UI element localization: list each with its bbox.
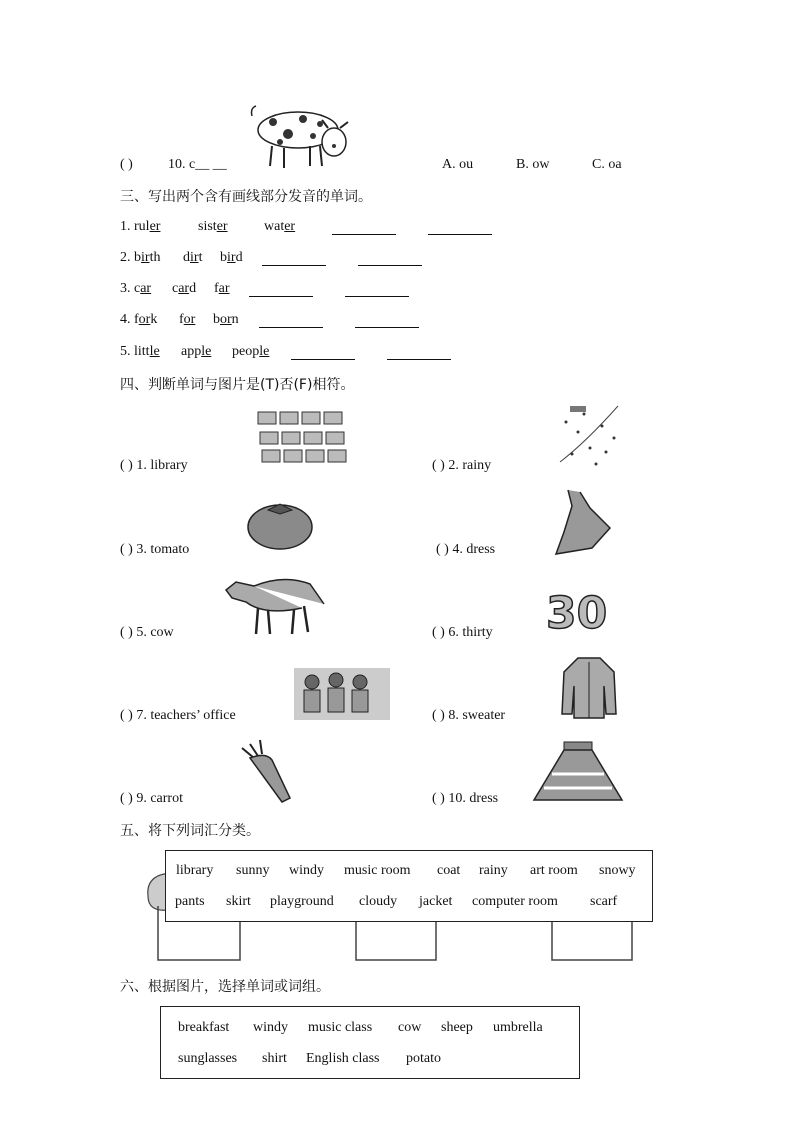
underlined-part: ir	[141, 250, 150, 265]
underlined-part: er	[216, 219, 228, 234]
word-part: c	[134, 281, 141, 296]
answer-paren[interactable]: ( )	[436, 542, 449, 557]
underlined-part: er	[149, 219, 161, 234]
item-label: 4. dress	[452, 542, 496, 557]
cow-picture	[248, 104, 352, 170]
underlined-part: ar	[140, 281, 152, 296]
word-chip: skirt	[226, 894, 251, 909]
answer-blank[interactable]	[358, 253, 422, 271]
number-thirty-picture	[544, 584, 608, 640]
sec3-row-4-word-2	[179, 312, 195, 328]
sec3-row-2-word-3	[220, 250, 243, 266]
q10-option-a: A. ou	[442, 157, 474, 172]
word-part: rul	[134, 219, 150, 234]
answer-paren[interactable]: ( )	[120, 458, 133, 473]
answer-blank[interactable]	[291, 347, 355, 365]
row-number: 2.	[120, 250, 131, 265]
svg-text:30: 30	[546, 588, 608, 639]
sec3-row-3-word-2	[172, 281, 196, 297]
answer-paren[interactable]: ( )	[120, 708, 133, 723]
item-label: 1. library	[136, 458, 188, 473]
word-part: b	[213, 312, 220, 327]
item-label: 7. teachers’ office	[136, 708, 236, 723]
word-chip: shirt	[262, 1051, 287, 1066]
sec4-item-10	[432, 791, 498, 807]
skirt-picture	[532, 740, 624, 804]
word-chip: art room	[530, 863, 578, 878]
word-part: b	[220, 250, 227, 265]
word-chip: sunny	[236, 863, 270, 878]
underlined-part: er	[284, 219, 296, 234]
word-chip: snowy	[599, 863, 636, 878]
answer-blank[interactable]	[259, 315, 323, 333]
word-part: k	[150, 312, 158, 327]
word-chip: rainy	[479, 863, 508, 878]
word-chip: cloudy	[359, 894, 398, 909]
underlined-part: ar	[218, 281, 230, 296]
underlined-part: or	[183, 312, 196, 327]
item-label: 3. tomato	[136, 542, 190, 557]
word-chip: computer room	[472, 894, 558, 909]
word-chip: library	[176, 863, 214, 878]
sec4-item-9	[120, 791, 183, 807]
word-part: sist	[198, 219, 217, 234]
underlined-part: le	[149, 344, 160, 359]
tomato-picture	[246, 500, 314, 550]
q10-option-c: C. oa	[592, 157, 622, 172]
sec3-row-2-word-2	[183, 250, 202, 266]
answer-blank[interactable]	[262, 253, 326, 271]
word-chip: English class	[306, 1051, 380, 1066]
word-chip: breakfast	[178, 1020, 230, 1035]
sec3-row-2	[120, 250, 160, 266]
sec4-item-5	[120, 625, 174, 641]
row-number: 1.	[120, 219, 131, 234]
answer-paren[interactable]: ( )	[120, 542, 133, 557]
section-5-title: 五、将下列词汇分类。	[120, 823, 260, 839]
answer-paren[interactable]: ( )	[432, 708, 445, 723]
section-3-title: 三、写出两个含有画线部分发音的单词。	[120, 189, 372, 205]
answer-blank[interactable]	[428, 222, 492, 240]
q10-paren: ( )	[120, 157, 133, 172]
sec4-item-4	[436, 542, 495, 558]
sec3-row-3-word-3	[214, 281, 230, 297]
sec4-item-6	[432, 625, 493, 641]
word-part: b	[134, 250, 141, 265]
word-part: litt	[134, 344, 150, 359]
sec5-word-box	[165, 850, 653, 922]
word-chip: windy	[253, 1020, 288, 1035]
q10-option-b: B. ow	[516, 157, 550, 172]
q10-blanks: __ __	[195, 157, 227, 172]
underlined-part: le	[259, 344, 270, 359]
word-part: th	[149, 250, 161, 265]
item-label: 6. thirty	[448, 625, 493, 640]
word-chip: coat	[437, 863, 461, 878]
word-part: n	[231, 312, 239, 327]
underlined-part: ir	[227, 250, 236, 265]
answer-paren[interactable]: ( )	[120, 791, 133, 806]
underlined-part: ar	[178, 281, 190, 296]
word-chip: jacket	[419, 894, 453, 909]
word-part: t	[198, 250, 203, 265]
sec4-item-7	[120, 708, 236, 724]
jacket-picture	[560, 652, 618, 722]
answer-paren[interactable]: ( )	[120, 625, 133, 640]
row-number: 3.	[120, 281, 131, 296]
section-4-title: 四、判断单词与图片是(T)否(F)相符。	[120, 377, 355, 393]
answer-paren[interactable]: ( )	[432, 458, 445, 473]
word-part: peop	[232, 344, 260, 359]
word-part: f	[134, 312, 139, 327]
word-part: d	[189, 281, 197, 296]
answer-paren[interactable]: ( )	[432, 791, 445, 806]
word-part: d	[235, 250, 243, 265]
answer-blank[interactable]	[345, 284, 409, 302]
q10-prefix: 10. c	[168, 157, 196, 172]
word-chip: cow	[398, 1020, 422, 1035]
sec3-row-3	[120, 281, 151, 297]
sec3-row-5	[120, 344, 160, 360]
word-chip: sheep	[441, 1020, 473, 1035]
word-chip: pants	[175, 894, 205, 909]
word-chip: music class	[308, 1020, 373, 1035]
item-label: 5. cow	[136, 625, 174, 640]
word-chip: umbrella	[493, 1020, 543, 1035]
sec3-row-4-word-3	[213, 312, 239, 328]
q10-prompt	[168, 157, 227, 173]
sec3-row-5-word-3	[232, 344, 269, 360]
sec4-item-2	[432, 458, 491, 474]
sec4-item-3	[120, 542, 189, 558]
sec4-item-8	[432, 708, 505, 724]
underlined-part: or	[138, 312, 151, 327]
underlined-part: ir	[190, 250, 199, 265]
word-chip: windy	[289, 863, 324, 878]
underlined-part: or	[220, 312, 232, 327]
answer-blank[interactable]	[249, 284, 313, 302]
answer-blank[interactable]	[332, 222, 396, 240]
item-label: 2. rainy	[448, 458, 492, 473]
item-label: 9. carrot	[136, 791, 183, 806]
word-chip: scarf	[590, 894, 618, 909]
sec3-row-4	[120, 312, 157, 328]
sec3-row-5-word-2	[181, 344, 211, 360]
word-part: c	[172, 281, 179, 296]
sec3-row-1-word-3	[264, 219, 295, 235]
word-chip: music room	[344, 863, 411, 878]
answer-blank[interactable]	[355, 315, 419, 333]
word-chip: playground	[270, 894, 334, 909]
horse-picture	[224, 568, 330, 638]
item-label: 8. sweater	[448, 708, 506, 723]
word-part: f	[214, 281, 219, 296]
snowy-picture	[556, 402, 624, 470]
word-part: f	[179, 312, 184, 327]
carrot-picture	[236, 738, 294, 804]
classroom-desks-picture	[254, 408, 350, 466]
section-6-title: 六、根据图片，选择单词或词组。	[120, 979, 330, 995]
sec3-row-1	[120, 219, 160, 235]
sec6-word-box	[160, 1006, 580, 1079]
underlined-part: le	[201, 344, 212, 359]
row-number: 4.	[120, 312, 131, 327]
word-part: d	[183, 250, 190, 265]
row-number: 5.	[120, 344, 131, 359]
children-picture	[294, 668, 390, 720]
word-chip: potato	[406, 1051, 441, 1066]
item-label: 10. dress	[448, 791, 499, 806]
word-chip: sunglasses	[178, 1051, 238, 1066]
word-part: wat	[264, 219, 285, 234]
answer-blank[interactable]	[387, 347, 451, 365]
dress-picture	[550, 488, 616, 556]
sec3-row-1-word-2	[198, 219, 228, 235]
sec4-item-1	[120, 458, 188, 474]
word-part: app	[181, 344, 202, 359]
answer-paren[interactable]: ( )	[432, 625, 445, 640]
